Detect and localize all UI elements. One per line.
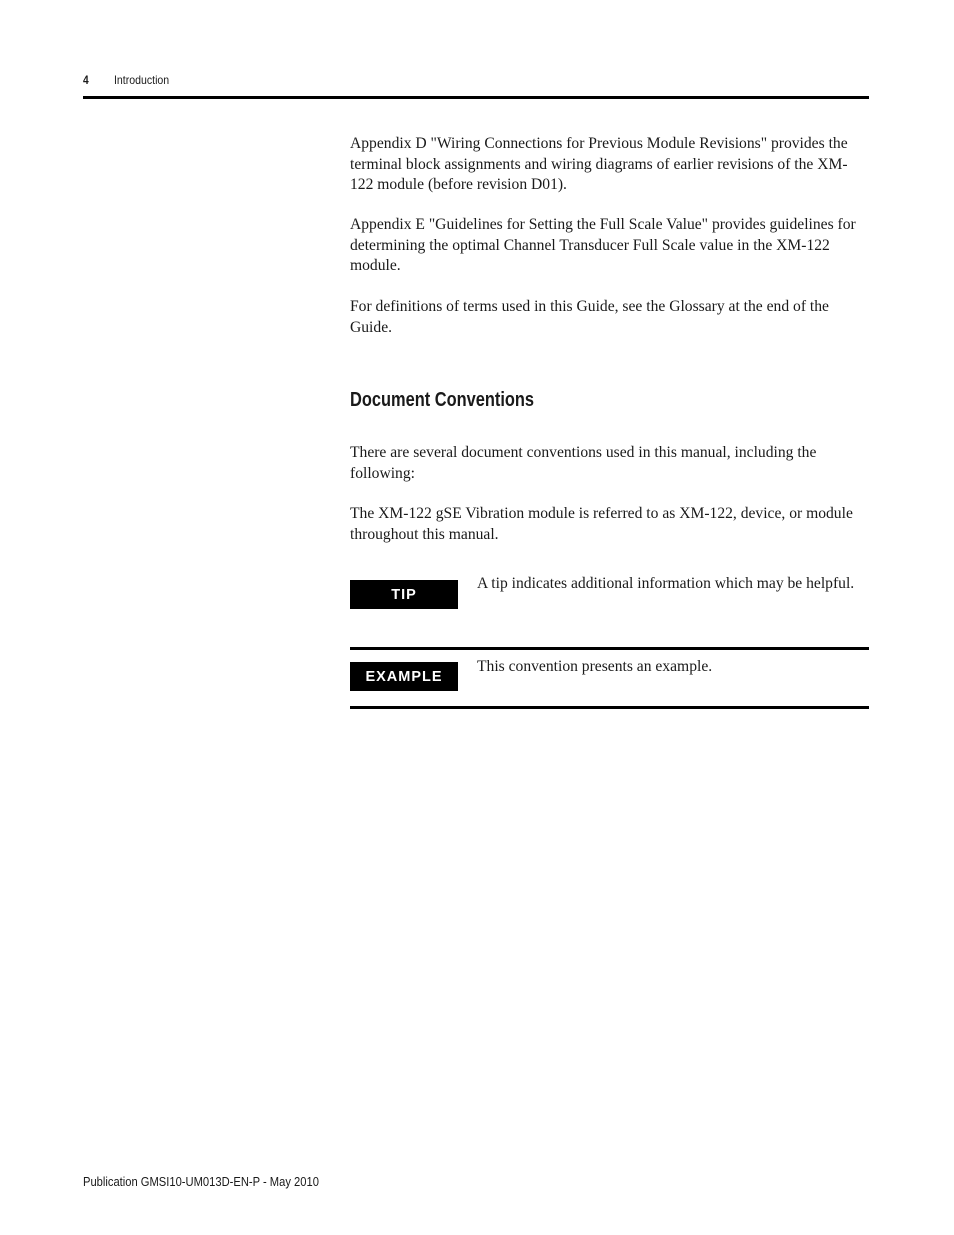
page-number: 4 xyxy=(83,73,89,87)
tip-text: A tip indicates additional information which may be helpful. xyxy=(477,575,855,592)
appendix-e-paragraph: Appendix E "Guidelines for Setting the Full Scale Value" provides guidelines for determining the optimal Channel Transducer Full Scale value in the XM-122 module. xyxy=(350,216,856,274)
glossary-paragraph: For definitions of terms used in this Guide, see the Glossary at the end of the Guide. xyxy=(350,298,829,336)
example-top-rule xyxy=(350,647,869,650)
running-header-title: Introduction xyxy=(114,73,170,87)
publication-footer: Publication GMSI10-UM013D-EN-P - May 2010 xyxy=(83,1174,319,1189)
example-text: This convention presents an example. xyxy=(477,658,713,675)
tip-label: TIP xyxy=(350,580,458,609)
conventions-intro-paragraph: There are several document conventions used in this manual, including the following: xyxy=(350,444,817,482)
section-heading: Document Conventions xyxy=(350,389,535,411)
example-label: EXAMPLE xyxy=(350,662,458,691)
appendix-d-paragraph: Appendix D "Wiring Connections for Previous Module Revisions" provides the terminal block assignments and wiring diagrams of earlier revisions of the XM-122 module (before revision D01). xyxy=(350,135,848,193)
header-rule xyxy=(83,96,869,99)
module-naming-paragraph: The XM-122 gSE Vibration module is referred to as XM-122, device, or module throughout this manual. xyxy=(350,505,853,543)
example-bottom-rule xyxy=(350,706,869,709)
